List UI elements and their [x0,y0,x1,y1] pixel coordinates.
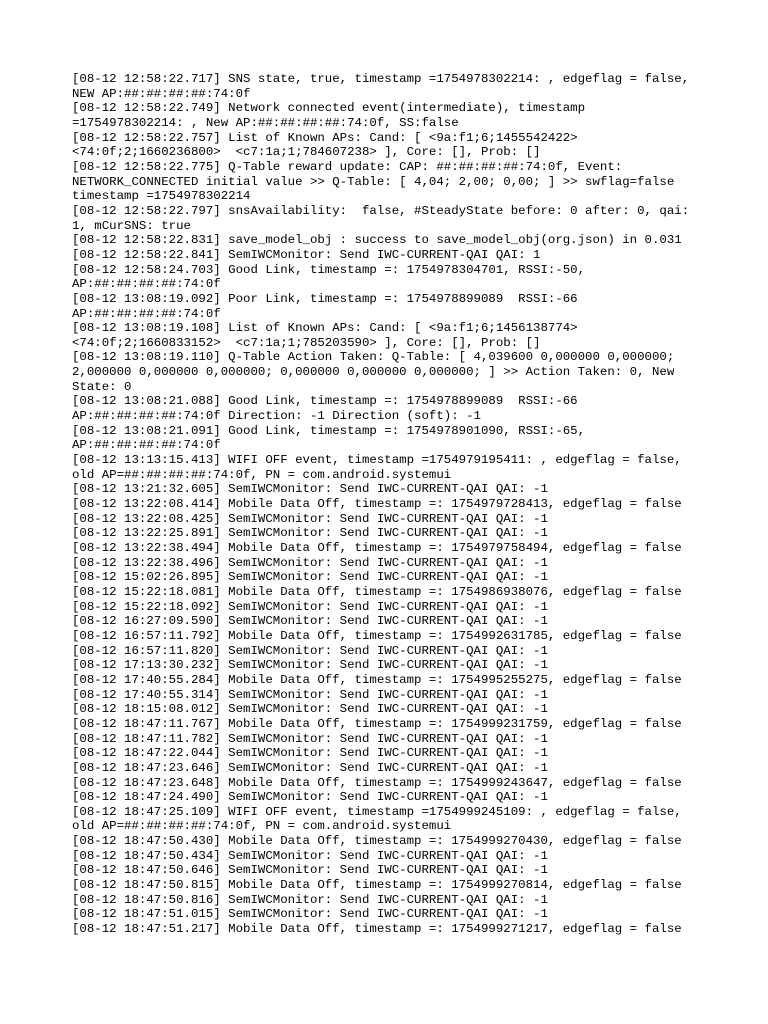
log-line: AP:##:##:##:##:74:0f Direction: -1 Direction (soft): -1 [72,409,481,424]
log-line: [08-12 15:22:18.092] SemIWCMonitor: Send IWC-CURRENT-QAI QAI: -1 [72,599,548,614]
log-line: [08-12 18:47:51.015] SemIWCMonitor: Send IWC-CURRENT-QAI QAI: -1 [72,907,548,922]
log-line: [08-12 12:58:22.757] List of Known APs: Cand: [ <9a:f1;6;1455542422> [72,130,578,145]
log-line: State: 0 [72,379,132,394]
log-line: [08-12 18:47:50.434] SemIWCMonitor: Send IWC-CURRENT-QAI QAI: -1 [72,848,548,863]
log-line: [08-12 18:47:50.430] Mobile Data Off, timestamp =: 1754999270430, edgeflag = false [72,834,682,849]
log-line: [08-12 18:47:50.646] SemIWCMonitor: Send IWC-CURRENT-QAI QAI: -1 [72,863,548,878]
log-line: [08-12 13:22:38.496] SemIWCMonitor: Send IWC-CURRENT-QAI QAI: -1 [72,555,548,570]
log-line: [08-12 16:27:09.590] SemIWCMonitor: Send IWC-CURRENT-QAI QAI: -1 [72,614,548,629]
log-line: [08-12 18:47:50.815] Mobile Data Off, timestamp =: 1754999270814, edgeflag = false [72,878,682,893]
log-line: timestamp =1754978302214 [72,189,251,204]
log-line: [08-12 17:40:55.314] SemIWCMonitor: Send IWC-CURRENT-QAI QAI: -1 [72,687,548,702]
log-line: [08-12 18:47:23.648] Mobile Data Off, timestamp =: 1754999243647, edgeflag = false [72,775,682,790]
log-line: 2,000000 0,000000 0,000000; 0,000000 0,000000 0,000000; ] >> Action Taken: 0, New [72,365,675,380]
log-line: <74:0f;2;1660236800> <c7:1a;1;784607238> ], Core: [], Prob: [] [72,145,541,160]
log-line: [08-12 12:58:24.703] Good Link, timestamp =: 1754978304701, RSSI:-50, [72,262,586,277]
log-line: [08-12 13:08:19.092] Poor Link, timestamp =: 1754978899089 RSSI:-66 [72,291,578,306]
log-line: [08-12 16:57:11.820] SemIWCMonitor: Send IWC-CURRENT-QAI QAI: -1 [72,643,548,658]
log-line: AP:##:##:##:##:74:0f [72,438,221,453]
log-line: [08-12 12:58:22.841] SemIWCMonitor: Send IWC-CURRENT-QAI QAI: 1 [72,247,541,262]
log-line: [08-12 15:02:26.895] SemIWCMonitor: Send IWC-CURRENT-QAI QAI: -1 [72,570,548,585]
log-line: [08-12 13:22:08.425] SemIWCMonitor: Send IWC-CURRENT-QAI QAI: -1 [72,511,548,526]
log-line: [08-12 18:47:25.109] WIFI OFF event, timestamp =1754999245109: , edgeflag = false, [72,804,682,819]
log-line: [08-12 13:21:32.605] SemIWCMonitor: Send IWC-CURRENT-QAI QAI: -1 [72,482,548,497]
log-line: [08-12 16:57:11.792] Mobile Data Off, timestamp =: 1754992631785, edgeflag = false [72,628,682,643]
log-line: AP:##:##:##:##:74:0f [72,306,221,321]
log-line: [08-12 13:22:38.494] Mobile Data Off, timestamp =: 1754979758494, edgeflag = false [72,541,682,555]
log-line: [08-12 13:22:08.414] Mobile Data Off, timestamp =: 1754979728413, edgeflag = false [72,497,682,512]
log-line: [08-12 18:47:11.767] Mobile Data Off, timestamp =: 1754999231759, edgeflag = false [72,716,682,731]
log-line: [08-12 13:08:19.110] Q-Table Action Taken: Q-Table: [ 4,039600 0,000000 0,000000; [72,350,675,365]
log-line: AP:##:##:##:##:74:0f [72,277,221,292]
log-line: [08-12 18:47:51.217] Mobile Data Off, timestamp =: 1754999271217, edgeflag = false [72,922,682,937]
log-line: =1754978302214: , New AP:##:##:##:##:74:0f, SS:false [72,115,459,130]
log-line: [08-12 12:58:22.797] snsAvailability: false, #SteadyState before: 0 after: 0, qai: [72,203,690,218]
log-line: [08-12 17:40:55.284] Mobile Data Off, timestamp =: 1754995255275, edgeflag = false [72,672,682,687]
log-line: <74:0f;2;1660833152> <c7:1a;1;785203590> ], Core: [], Prob: [] [72,335,541,350]
log-line: [08-12 17:13:30.232] SemIWCMonitor: Send IWC-CURRENT-QAI QAI: -1 [72,658,548,673]
log-line: 1, mCurSNS: true [72,218,191,233]
log-line: old AP=##:##:##:##:74:0f, PN = com.android.systemui [72,467,452,482]
log-line: NEW AP:##:##:##:##:74:0f [72,86,251,101]
log-line: [08-12 18:47:22.044] SemIWCMonitor: Send IWC-CURRENT-QAI QAI: -1 [72,746,548,761]
log-line: [08-12 18:47:23.646] SemIWCMonitor: Send IWC-CURRENT-QAI QAI: -1 [72,760,548,775]
log-line: [08-12 18:15:08.012] SemIWCMonitor: Send IWC-CURRENT-QAI QAI: -1 [72,702,548,717]
log-line: [08-12 13:08:19.108] List of Known APs: Cand: [ <9a:f1;6;1456138774> [72,321,578,336]
log-line: [08-12 18:47:50.816] SemIWCMonitor: Send IWC-CURRENT-QAI QAI: -1 [72,892,548,907]
log-line: [08-12 18:47:11.782] SemIWCMonitor: Send IWC-CURRENT-QAI QAI: -1 [72,731,548,746]
log-body [72,72,702,937]
log-line: [08-12 18:47:24.490] SemIWCMonitor: Send IWC-CURRENT-QAI QAI: -1 [72,790,548,805]
log-line: [08-12 15:22:18.081] Mobile Data Off, timestamp =: 1754986938076, edgeflag = false [72,584,682,599]
log-line: old AP=##:##:##:##:74:0f, PN = com.android.systemui [72,819,452,834]
log-line: [08-12 12:58:22.749] Network connected event(intermediate), timestamp [72,101,586,116]
log-line: [08-12 13:08:21.088] Good Link, timestamp =: 1754978899089 RSSI:-66 [72,394,578,409]
log-line: [08-12 12:58:22.831] save_model_obj : success to save_model_obj(org.json) in 0.031 [72,233,682,248]
log-line: [08-12 13:13:15.413] WIFI OFF event, timestamp =1754979195411: , edgeflag = false, [72,453,682,468]
log-line: [08-12 13:08:21.091] Good Link, timestamp =: 1754978901090, RSSI:-65, [72,423,586,438]
log-line: [08-12 13:22:25.891] SemIWCMonitor: Send IWC-CURRENT-QAI QAI: -1 [72,526,548,541]
log-document [72,72,702,937]
log-line: NETWORK_CONNECTED initial value >> Q-Table: [ 4,04; 2,00; 0,00; ] >> swflag=false [72,174,675,189]
log-line: [08-12 12:58:22.717] SNS state, true, timestamp =1754978302214: , edgeflag = false, [72,72,690,86]
log-line: [08-12 12:58:22.775] Q-Table reward update: CAP: ##:##:##:##:74:0f, Event: [72,159,623,174]
